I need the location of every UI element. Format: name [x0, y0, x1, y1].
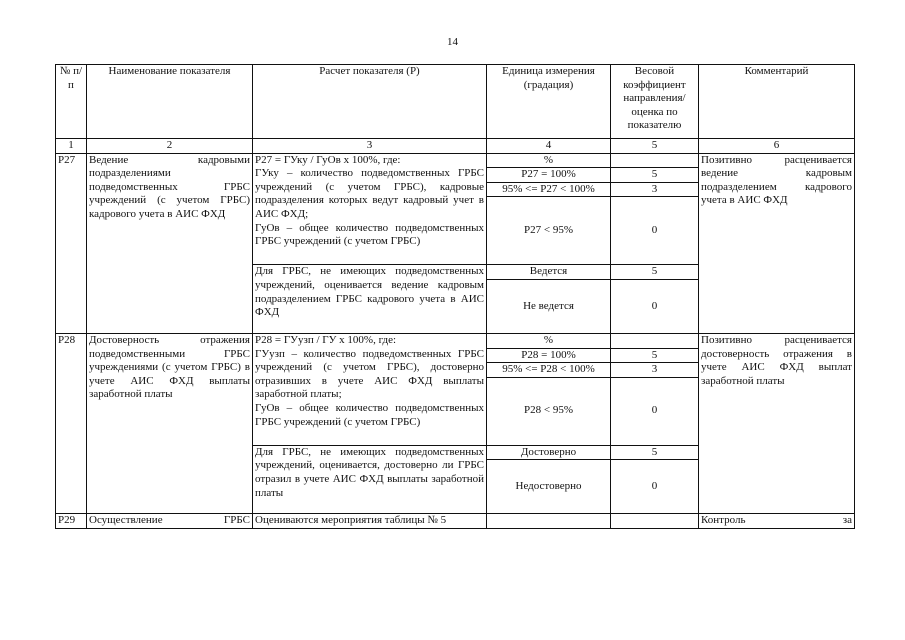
- unit-cell: Достоверно: [487, 445, 611, 460]
- weight-cell: 3: [611, 363, 699, 378]
- indicator-name: Достоверность отражения подведомственными ГРБС учреждениями (с учетом ГРБС) в учете АИС ФХД выплаты заработной платы: [87, 333, 253, 513]
- unit-cell: P27 = 100%: [487, 168, 611, 183]
- header-calc: Расчет показателя (P): [253, 65, 487, 139]
- column-number: 6: [699, 139, 855, 154]
- unit-cell: Ведется: [487, 265, 611, 280]
- unit-cell: %: [487, 333, 611, 348]
- column-number: 5: [611, 139, 699, 154]
- weight-cell: 0: [611, 197, 699, 265]
- unit-cell: Недостоверно: [487, 460, 611, 514]
- header-name: Наименование показателя: [87, 65, 253, 139]
- unit-cell: Не ведется: [487, 279, 611, 333]
- header-weight: Весовой коэффициент направления/ оценка по показателю: [611, 65, 699, 139]
- unit-cell: %: [487, 153, 611, 168]
- header-row: [56, 65, 855, 139]
- calc-extra: Для ГРБС, не имеющих подведомственных учреждений, оценивается ведение кадровым подразделением ГРБС кадрового учета в АИС ФХД: [253, 265, 487, 334]
- column-number: 4: [487, 139, 611, 154]
- weight-cell: [611, 514, 699, 529]
- header-unit: Единица измерения (градация): [487, 65, 611, 139]
- indicator-name: Ведение кадровыми подразделениями подведомственных ГРБС учреждений (с учетом ГРБС) кадрового учета в АИС ФХД: [87, 153, 253, 333]
- column-number: 2: [87, 139, 253, 154]
- page-number: 14: [447, 36, 458, 48]
- column-number: 3: [253, 139, 487, 154]
- header-num: № п/п: [56, 65, 87, 139]
- calc-description: Оцениваются мероприятия таблицы № 5: [253, 514, 487, 529]
- table-row-p28: [56, 333, 855, 348]
- weight-cell: 0: [611, 377, 699, 445]
- comment-cell: Позитивно расценивается ведение кадровым подразделением кадрового учета в АИС ФХД: [699, 153, 855, 333]
- header-comment: Комментарий: [699, 65, 855, 139]
- weight-cell: 5: [611, 348, 699, 363]
- calc-description: P28 = ГУузп / ГУ х 100%, где: ГУузп – количество подведомственных ГРБС учреждений (с учетом ГРБС), достоверно отразивших в учете АИС ФХД выплаты заработной платы; ГуОв – общее количество подведомственных ГРБС учреждений (с учетом ГРБС): [253, 333, 487, 445]
- column-number: 1: [56, 139, 87, 154]
- row-number: P28: [56, 333, 87, 513]
- weight-cell: [611, 153, 699, 168]
- row-number: P27: [56, 153, 87, 333]
- unit-cell: 95% <= P27 < 100%: [487, 182, 611, 197]
- unit-cell: P28 < 95%: [487, 377, 611, 445]
- weight-cell: 0: [611, 279, 699, 333]
- weight-cell: 3: [611, 182, 699, 197]
- indicators-table: [55, 64, 855, 529]
- indicator-name: Осуществление ГРБС: [87, 514, 253, 529]
- calc-extra: Для ГРБС, не имеющих подведомственных учреждений, оценивается, достоверно ли ГРБС отразил в учете АИС ФХД выплаты заработной платы: [253, 445, 487, 514]
- calc-description: P27 = ГУку / ГуОв х 100%, где: ГУку – количество подведомственных ГРБС учреждений (с учетом ГРБС), кадровые подразделения которых ведут кадровый учет в АИС ФХД; ГуОв – общее количество подведомственных ГРБС учреждений (с учетом ГРБС): [253, 153, 487, 265]
- unit-cell: 95% <= P28 < 100%: [487, 363, 611, 378]
- comment-cell: Контроль за: [699, 514, 855, 529]
- table-row-p29: [56, 514, 855, 529]
- weight-cell: 5: [611, 265, 699, 280]
- unit-cell: P28 = 100%: [487, 348, 611, 363]
- weight-cell: 0: [611, 460, 699, 514]
- table-row-p27: [56, 153, 855, 168]
- weight-cell: 5: [611, 168, 699, 183]
- unit-cell: [487, 514, 611, 529]
- weight-cell: [611, 333, 699, 348]
- comment-cell: Позитивно расценивается достоверность отражения в учете АИС ФХД выплат заработной платы: [699, 333, 855, 513]
- weight-cell: 5: [611, 445, 699, 460]
- unit-cell: P27 < 95%: [487, 197, 611, 265]
- row-number: P29: [56, 514, 87, 529]
- column-numbers-row: [56, 139, 855, 154]
